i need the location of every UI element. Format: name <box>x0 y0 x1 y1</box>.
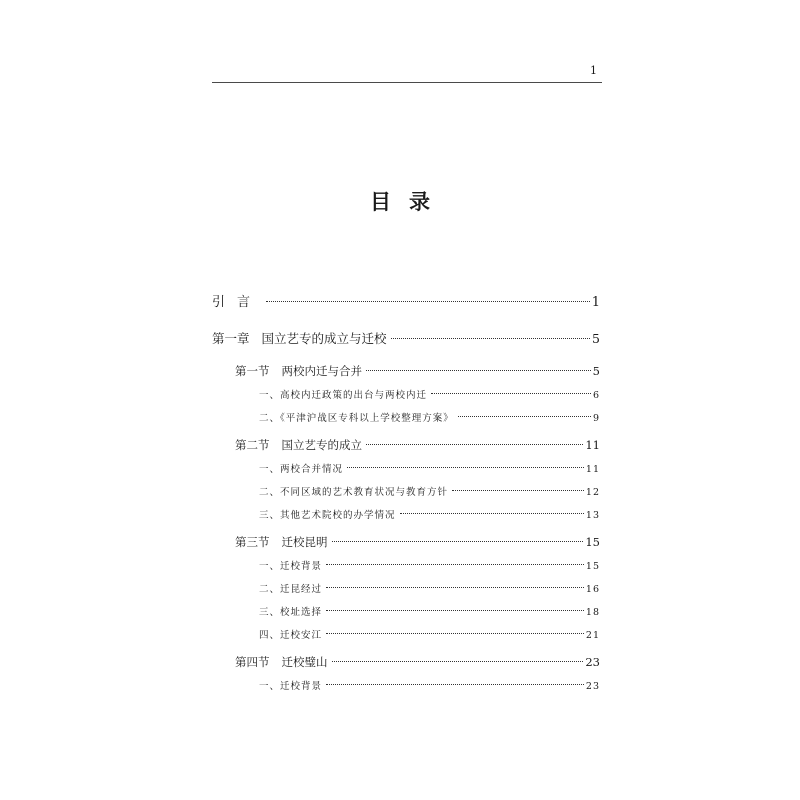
dot-leader <box>391 338 591 339</box>
toc-entry-subsection[interactable] <box>259 507 600 525</box>
subsection-label: 四、迁校安江 <box>259 630 323 641</box>
toc-entry-intro[interactable] <box>212 294 600 312</box>
dot-leader <box>326 633 584 634</box>
section-number: 第四节 <box>235 655 270 669</box>
section-title: 两校内迁与合并 <box>281 364 362 378</box>
toc-page-number: 5 <box>592 331 600 346</box>
dot-leader <box>266 301 590 302</box>
subsection-label: 一、高校内迁政策的出台与两校内迁 <box>259 390 428 401</box>
dot-leader <box>326 610 584 611</box>
toc-entry-subsection[interactable] <box>259 604 600 622</box>
subsection-label: 一、两校合并情况 <box>259 464 344 475</box>
toc-entry-section-3[interactable] <box>235 533 600 551</box>
section-number: 第二节 <box>235 438 270 452</box>
toc-page-number: 11 <box>585 464 600 475</box>
toc-page-number: 12 <box>585 487 600 498</box>
toc-entry-subsection[interactable] <box>259 558 600 576</box>
toc-page-number: 21 <box>585 630 600 641</box>
page-title: 目录 <box>370 189 448 214</box>
dot-leader <box>332 661 584 662</box>
toc-page-number: 16 <box>585 584 600 595</box>
dot-leader <box>366 444 583 445</box>
subsection-label: 三、其他艺术院校的办学情况 <box>259 510 396 521</box>
toc-page-number: 23 <box>585 655 600 669</box>
toc-page-number: 23 <box>585 681 600 692</box>
toc-page-number: 11 <box>585 438 600 452</box>
subsection-label: 一、迁校背景 <box>259 681 323 692</box>
toc-entry-chapter-1[interactable] <box>212 330 600 348</box>
toc-entry-section-1[interactable] <box>235 362 600 380</box>
chapter-number: 第一章 <box>212 331 250 346</box>
subsection-label: 三、校址选择 <box>259 607 323 618</box>
toc-entry-section-2[interactable] <box>235 436 600 454</box>
dot-leader <box>332 541 584 542</box>
toc-entry-subsection[interactable] <box>259 387 600 405</box>
toc-entry-subsection[interactable] <box>259 461 600 479</box>
toc-entry-section-4[interactable] <box>235 653 600 671</box>
dot-leader <box>366 370 591 371</box>
toc-page-number: 5 <box>592 364 600 378</box>
dot-leader <box>431 393 591 394</box>
section-title: 迁校璧山 <box>281 655 328 669</box>
page-number: 1 <box>590 64 597 77</box>
toc-entry-subsection[interactable] <box>259 627 600 645</box>
toc-entry-subsection[interactable] <box>259 678 600 696</box>
header-rule <box>212 82 602 83</box>
subsection-label: 二、《平津沪战区专科以上学校整理方案》 <box>259 413 454 424</box>
dot-leader <box>458 416 591 417</box>
dot-leader <box>452 490 584 491</box>
dot-leader <box>347 467 584 468</box>
toc-entry-subsection[interactable] <box>259 581 600 599</box>
section-number: 第三节 <box>235 535 270 549</box>
toc-page-number: 1 <box>591 295 600 310</box>
toc-page-number: 13 <box>585 510 600 521</box>
section-number: 第一节 <box>235 364 270 378</box>
chapter-title: 国立艺专的成立与迁校 <box>261 331 387 346</box>
toc-page-number: 18 <box>585 607 600 618</box>
toc-page-number: 9 <box>592 413 600 424</box>
section-title: 国立艺专的成立 <box>281 438 362 452</box>
toc-entry-subsection[interactable] <box>259 410 600 428</box>
toc-page-number: 15 <box>585 535 600 549</box>
subsection-label: 一、迁校背景 <box>259 561 323 572</box>
toc-label: 引言 <box>212 295 263 310</box>
section-title: 迁校昆明 <box>281 535 328 549</box>
toc-page-number: 6 <box>592 390 600 401</box>
dot-leader <box>326 564 584 565</box>
toc-entry-subsection[interactable] <box>259 484 600 502</box>
subsection-label: 二、不同区域的艺术教育状况与教育方针 <box>259 487 449 498</box>
subsection-label: 二、迁昆经过 <box>259 584 323 595</box>
toc-page-number: 15 <box>585 561 600 572</box>
dot-leader <box>400 513 584 514</box>
dot-leader <box>326 684 584 685</box>
dot-leader <box>326 587 584 588</box>
